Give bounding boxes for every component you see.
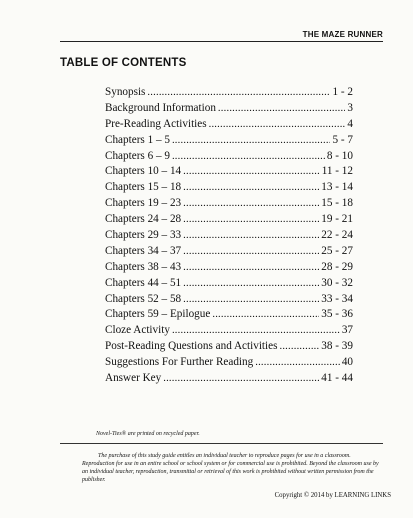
toc-entry-label: Chapters 44 – 51: [105, 276, 182, 289]
toc-entry-pages: 4: [347, 117, 353, 130]
toc-heading: TABLE OF CONTENTS: [60, 57, 187, 69]
dot-leader: [172, 151, 325, 162]
toc-entry: [105, 277, 353, 293]
toc-entry-pages: 35 - 36: [321, 308, 353, 321]
toc-entry-pages: 37: [341, 324, 353, 337]
toc-entry-pages: 38 - 39: [321, 340, 353, 353]
dot-leader: [183, 278, 319, 289]
dot-leader: [183, 294, 319, 305]
toc-entry: [105, 165, 353, 181]
toc-list: [105, 86, 353, 388]
dot-leader: [183, 246, 319, 257]
toc-entry-label: Synopsis: [105, 86, 146, 98]
footer-rule: [60, 443, 383, 444]
dot-leader: [279, 341, 319, 352]
dot-leader: [212, 309, 319, 320]
toc-entry-label: Answer Key: [105, 372, 162, 385]
header-rule: [60, 41, 383, 42]
toc-entry-label: Chapters 29 – 33: [105, 229, 182, 242]
toc-entry-pages: 19 - 21: [321, 213, 353, 226]
toc-entry-pages: 15 - 18: [321, 197, 353, 210]
toc-entry-pages: 13 - 14: [321, 181, 353, 194]
toc-entry-pages: 25 - 27: [321, 244, 353, 257]
toc-entry-label: Chapters 1 – 5: [105, 133, 170, 146]
recycled-paper-note: Novel-Ties® are printed on recycled paper.: [96, 431, 200, 437]
toc-entry: [105, 340, 353, 356]
dot-leader: [183, 214, 319, 225]
dot-leader: [183, 166, 320, 177]
dot-leader: [147, 87, 330, 98]
reproduction-notice: The purchase of this study guide entitles an individual teacher to reproduce pages for use in a classroom. Reproduction for use in an entire school or school system or for commercial use is prohibited. Beyond the classroom use by an individual teacher, reproduction, transmittal or retrieval of this work is prohibited without written permission from the publisher.: [82, 453, 379, 483]
toc-entry: [105, 356, 353, 372]
dot-leader: [183, 262, 319, 273]
toc-entry-pages: 8 - 10: [326, 149, 353, 162]
toc-entry-label: Chapters 6 – 9: [105, 149, 170, 162]
toc-entry-pages: 11 - 12: [321, 165, 353, 178]
toc-entry-label: Chapters 38 – 43: [105, 260, 182, 273]
dot-leader: [209, 119, 346, 130]
toc-entry: [105, 150, 353, 166]
book-title: THE MAZE RUNNER: [302, 30, 383, 39]
toc-entry-pages: 33 - 34: [321, 292, 353, 305]
toc-entry: [105, 324, 353, 340]
toc-entry-pages: 40: [341, 356, 353, 369]
toc-entry: [105, 229, 353, 245]
toc-entry: [105, 86, 353, 102]
toc-entry: [105, 102, 353, 118]
toc-entry-pages: 28 - 29: [321, 260, 353, 273]
toc-entry: [105, 372, 353, 388]
toc-entry-label: Chapters 15 – 18: [105, 181, 182, 194]
toc-entry-label: Chapters 24 – 28: [105, 213, 182, 226]
toc-entry: [105, 213, 353, 229]
toc-entry: [105, 245, 353, 261]
toc-entry: [105, 181, 353, 197]
toc-entry-label: Background Information: [105, 101, 216, 114]
toc-entry-pages: 1 - 2: [332, 86, 353, 98]
toc-entry-label: Pre-Reading Activities: [105, 117, 207, 130]
toc-entry-label: Chapters 52 – 58: [105, 292, 182, 305]
toc-entry: [105, 118, 353, 134]
dot-leader: [255, 357, 340, 368]
dot-leader: [172, 325, 340, 336]
toc-entry: [105, 261, 353, 277]
toc-entry-pages: 5 - 7: [332, 133, 353, 146]
toc-entry-pages: 41 - 44: [321, 372, 353, 385]
dot-leader: [183, 182, 319, 193]
toc-entry: [105, 197, 353, 213]
toc-entry-label: Chapters 19 – 23: [105, 197, 182, 210]
dot-leader: [183, 198, 319, 209]
dot-leader: [183, 230, 319, 241]
toc-entry-label: Chapters 34 – 37: [105, 244, 182, 257]
toc-entry: [105, 308, 353, 324]
dot-leader: [163, 373, 319, 384]
toc-entry-pages: 3: [347, 101, 353, 114]
toc-entry-label: Suggestions For Further Reading: [105, 356, 254, 369]
toc-entry-label: Chapters 10 – 14: [105, 165, 182, 178]
toc-entry: [105, 134, 353, 150]
toc-entry-label: Post-Reading Questions and Activities: [105, 340, 278, 353]
dot-leader: [172, 135, 331, 146]
toc-entry: [105, 293, 353, 309]
copyright-notice: Copyright © 2014 by LEARNING LINKS: [274, 492, 391, 499]
toc-entry-pages: 30 - 32: [321, 276, 353, 289]
toc-entry-label: Chapters 59 – Epilogue: [105, 308, 211, 321]
toc-entry-pages: 22 - 24: [321, 229, 353, 242]
dot-leader: [218, 103, 345, 114]
toc-entry-label: Cloze Activity: [105, 324, 170, 337]
